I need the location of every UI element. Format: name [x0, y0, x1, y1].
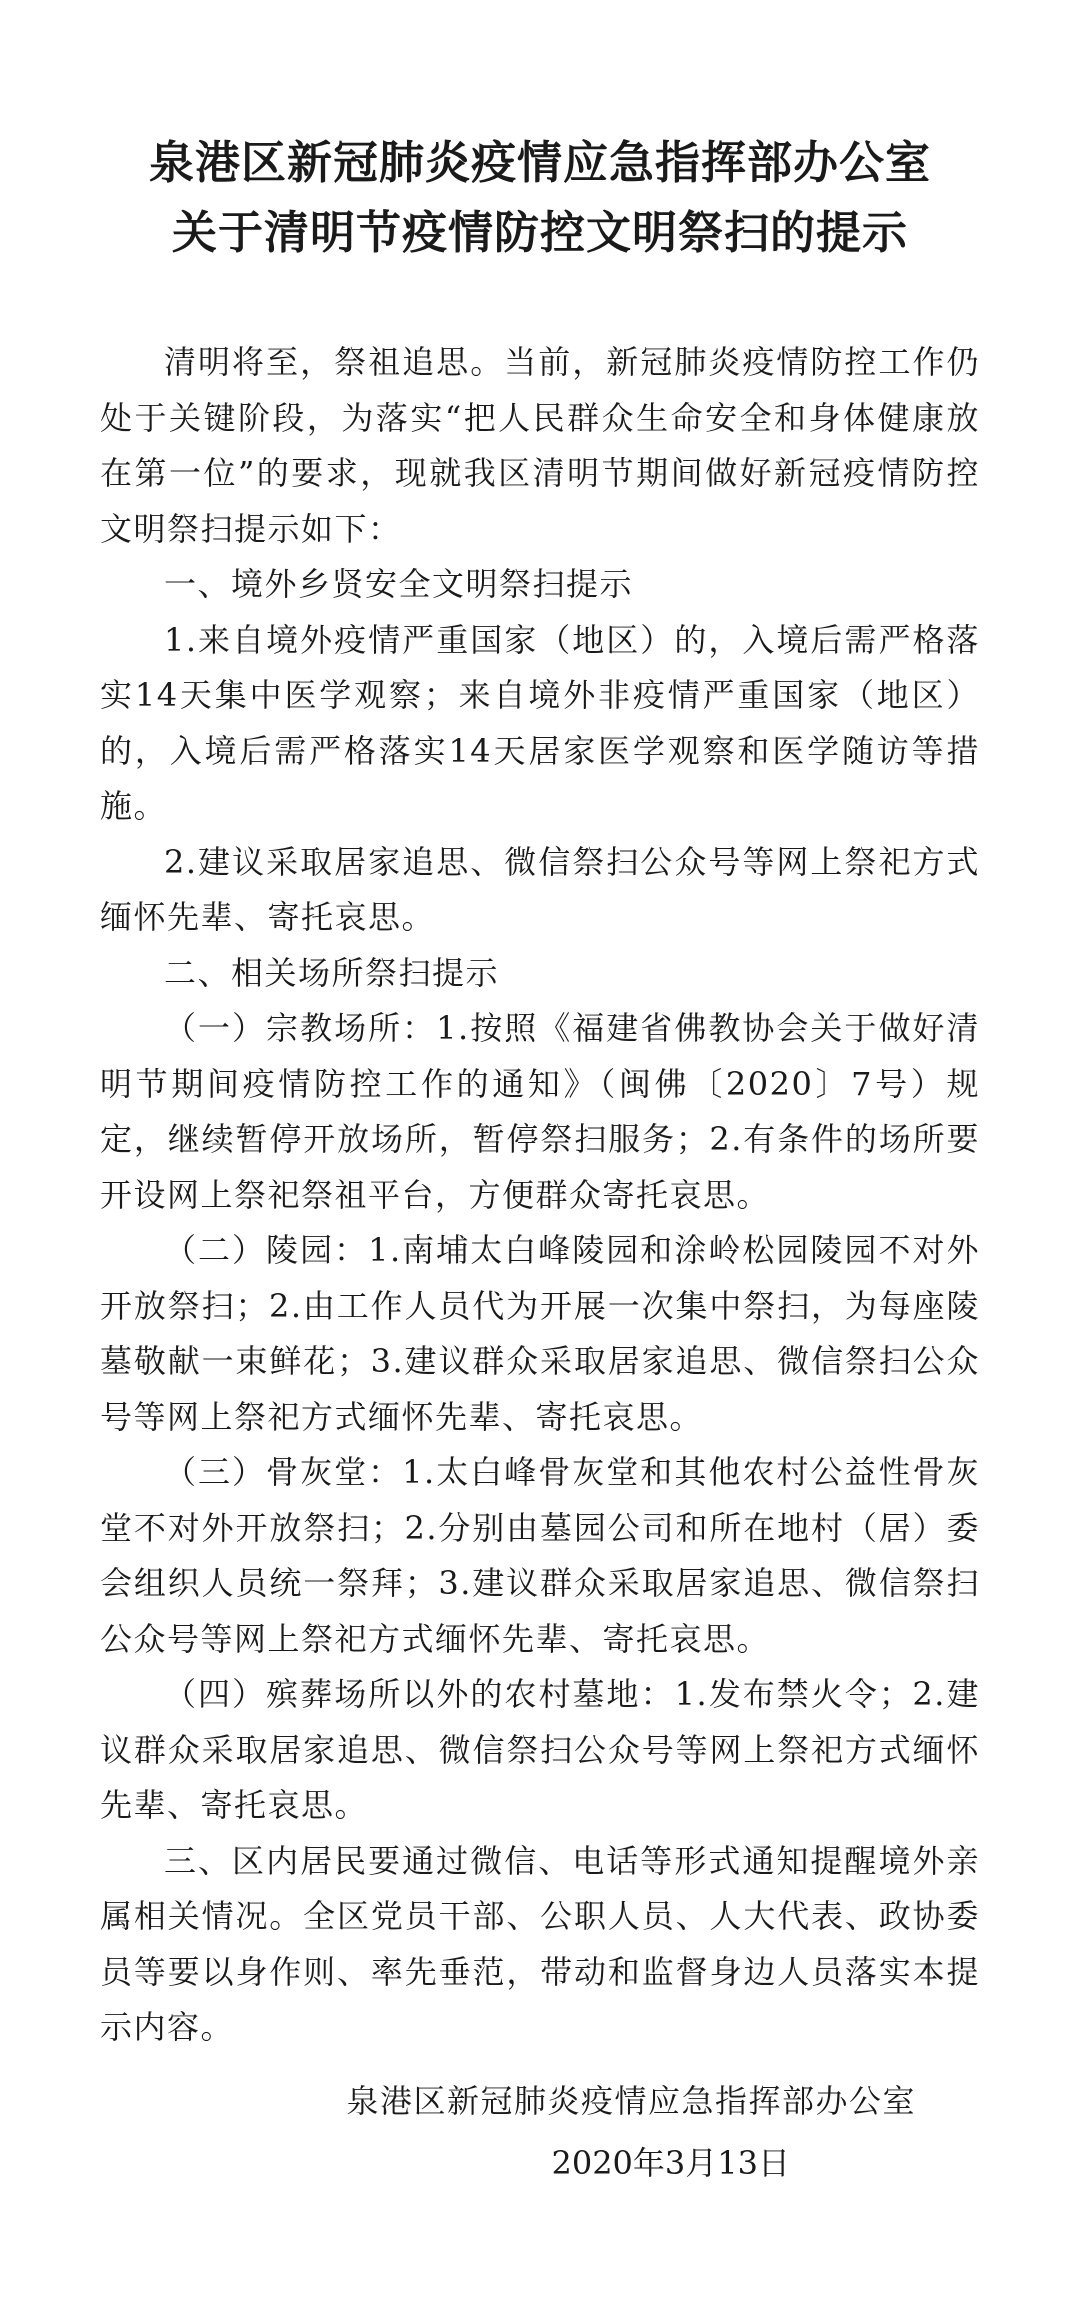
document-title — [0, 128, 1080, 268]
issue-date: 2020年3月13日 — [551, 2144, 790, 2182]
section-3-paragraph: 三、区内居民要通过微信、电话等形式通知提醒境外亲属相关情况。全区党员干部、公职人员、人大代表、政协委员等要以身作则、率先垂范，带动和监督身边人员落实本提示内容。 — [100, 1841, 980, 2046]
title-line-2: 关于清明节疫情防控文明祭扫的提示 — [171, 206, 908, 259]
section-1-item-1: 1.来自境外疫情严重国家（地区）的，入境后需严格落实14天集中医学观察；来自境外非疫情严重国家（地区）的，入境后需严格落实14天居家医学观察和医学随访等措施。 — [100, 620, 980, 825]
section-2-item-rural-graves: （四）殡葬场所以外的农村墓地：1.发布禁火令；2.建议群众采取居家追思、微信祭扫公众号等网上祭祀方式缅怀先辈、寄托哀思。 — [100, 1675, 980, 1824]
section-1-item-2: 2.建议采取居家追思、微信祭扫公众号等网上祭祀方式缅怀先辈、寄托哀思。 — [100, 842, 980, 936]
signature-block — [0, 2070, 1080, 2194]
section-2-heading: 二、相关场所祭扫提示 — [164, 953, 500, 992]
issuer-name: 泉港区新冠肺炎疫情应急指挥部办公室 — [346, 2082, 916, 2120]
section-1-heading: 一、境外乡贤安全文明祭扫提示 — [164, 565, 634, 603]
intro-paragraph: 清明将至，祭祖追思。当前，新冠肺炎疫情防控工作仍处于关键阶段，为落实“把人民群众生命安全和身体健康放在第一位”的要求，现就我区清明节期间做好新冠疫情防控文明祭扫提示如下： — [100, 343, 980, 548]
section-2-item-cemetery: （二）陵园：1.南埔太白峰陵园和涂岭松园陵园不对外开放祭扫；2.由工作人员代为开展一次集中祭扫，为每座陵墓敬献一束鲜花；3.建议群众采取居家追思、微信祭扫公众号等网上祭祀方式缅怀先辈、寄托哀思。 — [100, 1231, 980, 1436]
section-2-item-religious: （一）宗教场所：1.按照《福建省佛教协会关于做好清明节期间疫情防控工作的通知》（闽佛〔2020〕7号）规定，继续暂停开放场所，暂停祭扫服务；2.有条件的场所要开设网上祭祀祭祖平台，方便群众寄托哀思。 — [100, 1009, 980, 1214]
section-2-item-columbarium: （三）骨灰堂：1.太白峰骨灰堂和其他农村公益性骨灰堂不对外开放祭扫；2.分别由墓园公司和所在地村（居）委会组织人员统一祭拜；3.建议群众采取居家追思、微信祭扫公众号等网上祭祀方式缅怀先辈、寄托哀思。 — [100, 1453, 980, 1658]
document-body — [100, 335, 980, 2056]
title-line-1: 泉港区新冠肺炎疫情应急指挥部办公室 — [148, 136, 931, 189]
